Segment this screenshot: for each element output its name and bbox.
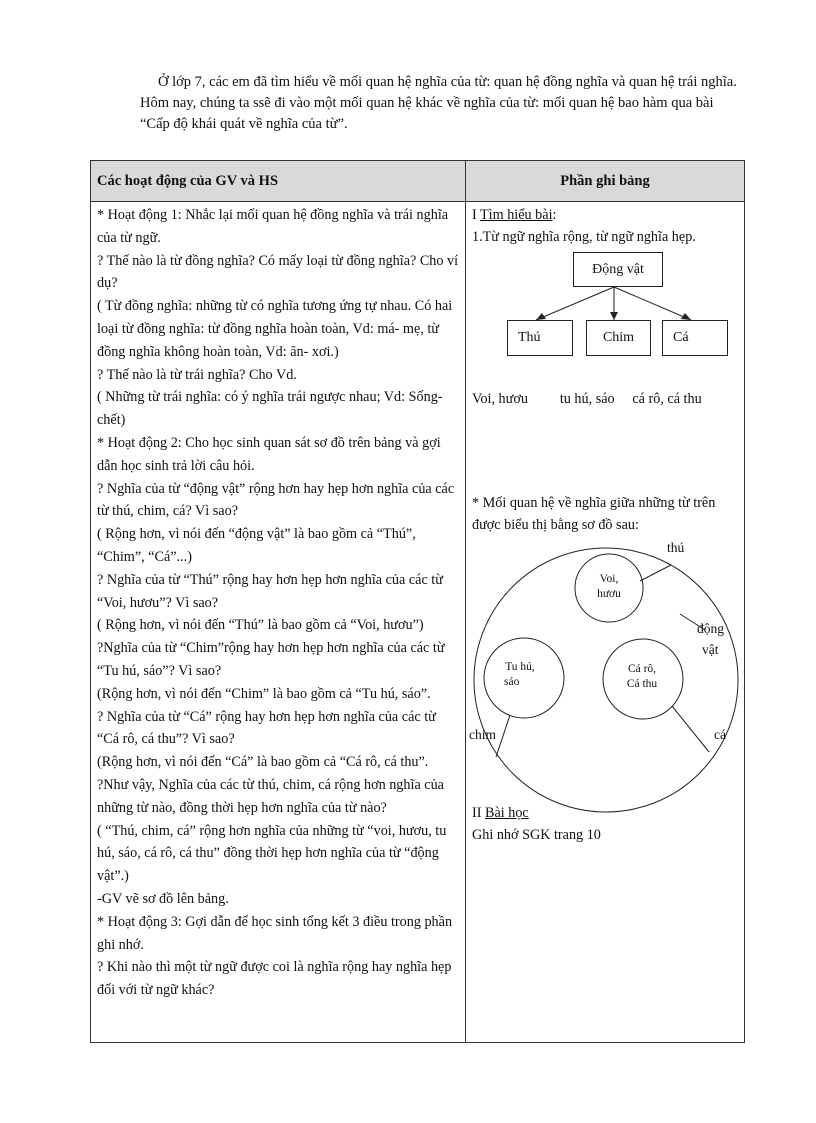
- venn-label-ca: cá: [714, 727, 726, 742]
- venn-inner-huou: hươu: [597, 588, 621, 600]
- venn-inner-ca-ro-ca-thu: [611, 662, 673, 692]
- venn-inner-tu-hu: Tu hú,: [505, 661, 535, 673]
- section1-title: Tìm hiểu bài: [480, 207, 553, 223]
- lesson-table: [90, 160, 745, 1043]
- venn-inner-voi: Voi,: [599, 573, 619, 585]
- activity-line: ( Rộng hơn, vì nói đến “Thú” là bao gồm cả “Voi, hươu”): [97, 617, 424, 634]
- venn-inner-voi-huou: [579, 572, 639, 602]
- pointer-chim: [496, 715, 510, 757]
- activity-line: ( “Thú, chim, cá” rộng hơn nghĩa của những từ “voi, hươu, tu hú, sáo, cá rô, cá thu” đồng thời hẹp hơn nghĩa của từ “động vật”.): [97, 822, 447, 885]
- activity-line: ( Những từ trái nghĩa: có ý nghĩa trái ngược nhau; Vd: Sống- chết): [97, 389, 443, 429]
- header-board-notes: Phần ghi bảng: [466, 161, 745, 202]
- activity-line: * Hoạt động 3: Gợi dẫn để học sinh tổng kết 3 điều trong phần ghi nhớ.: [97, 913, 453, 953]
- activity-line: (Rộng hơn, vì nói đến “Cá” là bao gồm cả “Cá rô, cá thu”.: [97, 754, 429, 771]
- venn-label-dong-vat-2: vật: [702, 642, 719, 657]
- intro-paragraph: Ở lớp 7, các em đã tìm hiểu về mối quan hệ nghĩa của từ: quan hệ đồng nghĩa và quan hệ trái nghĩa. Hôm nay, chúng ta ssẽ đi vào một mối quan hệ khác về nghĩa của từ: mối quan hệ bao hàm qua bài “Cấp độ khái quát về nghĩa của từ”.: [140, 74, 737, 132]
- header-activities: Các hoạt động của GV và HS: [91, 161, 466, 202]
- activity-line: ? Nghĩa của từ “Thú” rộng hay hơn hẹp hơn nghĩa của các từ “Voi, hươu”? Vì sao?: [97, 571, 443, 611]
- activity-line: ? Khi nào thì một từ ngữ được coi là nghĩa rộng hay nghĩa hẹp đối với từ ngữ khác?: [97, 959, 452, 999]
- board-notes-cell: [466, 202, 745, 1043]
- venn-inner-ca-thu: Cá thu: [626, 678, 658, 690]
- activities-cell: [91, 202, 466, 1043]
- pointer-ca: [672, 706, 709, 752]
- venn-inner-ca-ro: Cá rô,: [627, 663, 657, 675]
- activity-line: ?Như vậy, Nghĩa của các từ thú, chim, cá rộng hơn nghĩa của những từ nào, đồng thời hẹp hơn nghĩa của từ nào?: [97, 776, 444, 816]
- activity-line: ? Thế nào là từ trái nghĩa? Cho Vd.: [97, 366, 297, 383]
- tree-child-thu: Thú: [507, 320, 573, 356]
- examples-line: Voi, hươu tu hú, sáo cá rô, cá thu: [472, 391, 702, 407]
- venn-inner-tu-hu-sao: [490, 660, 550, 690]
- subsection-1: 1.Từ ngữ nghĩa rộng, từ ngữ nghĩa hẹp.: [472, 229, 696, 245]
- table-header-row: [91, 161, 745, 202]
- venn-label-thu: thú: [667, 540, 685, 555]
- activity-line: ?Nghĩa của từ “Chim”rộng hay hơn hẹp hơn nghĩa của các từ “Tu hú, sáo”? Vì sao?: [97, 640, 445, 679]
- activity-line: ? Nghĩa của từ “động vật” rộng hơn hay hẹp hơn nghĩa của các từ thú, chim, cá? Vì sao?: [97, 480, 455, 520]
- venn-inner-sao: sáo: [504, 676, 520, 688]
- activity-line: (Rộng hơn, vì nói đến “Chim” là bao gồm cả “Tu hú, sáo”.: [97, 685, 431, 702]
- tree-child-chim: Chim: [586, 320, 651, 356]
- table-body-row: [91, 202, 745, 1043]
- section2-number: II: [472, 805, 485, 821]
- activity-line: ( Rộng hơn, vì nói đến “động vật” là bao gồm cả “Thú”, “Chim”, “Cá”...): [97, 526, 416, 565]
- activity-line: ? Thế nào là từ đồng nghĩa? Có mấy loại từ đồng nghĩa? Cho ví dụ?: [97, 252, 459, 292]
- tree-arrowheads: [536, 312, 691, 320]
- activity-line: ? Nghĩa của từ “Cá” rộng hay hơn hẹp hơn nghĩa của các từ “Cá rô, cá thu”? Vì sao?: [97, 708, 436, 748]
- relation-note: * Mối quan hệ về nghĩa giữa những từ trên được biểu thị bằng sơ đồ sau:: [472, 495, 716, 533]
- section1-colon: :: [552, 207, 557, 223]
- section2-heading: [472, 802, 529, 824]
- tree-root-dong-vat: Động vật: [573, 252, 663, 287]
- venn-label-dong-vat-1: động: [697, 621, 724, 636]
- section2-title: Bài học: [485, 805, 529, 821]
- section1-number: I: [472, 207, 481, 223]
- activity-line: -GV vẽ sơ đồ lên bảng.: [97, 890, 229, 907]
- activity-line: * Hoạt động 2: Cho học sinh quan sát sơ đồ trên bảng và gợi dẫn học sinh trả lời câu hỏi.: [97, 434, 441, 474]
- activity-line: ( Từ đồng nghĩa: những từ có nghĩa tương ứng tự nhau. Có hai loại từ đồng nghĩa: từ đồng nghĩa hoàn toàn, Vd: má- mẹ, từ đồng nghĩa không hoàn toàn, Vd: ăn- xơi.): [97, 298, 453, 360]
- section2-note: Ghi nhớ SGK trang 10: [472, 827, 601, 843]
- activity-line: * Hoạt động 1: Nhắc lại mối quan hệ đồng nghĩa và trái nghĩa của từ ngữ.: [97, 207, 449, 246]
- tree-child-ca: Cá: [662, 320, 728, 356]
- venn-label-chim: chim: [469, 727, 496, 742]
- pointer-thu: [640, 565, 671, 581]
